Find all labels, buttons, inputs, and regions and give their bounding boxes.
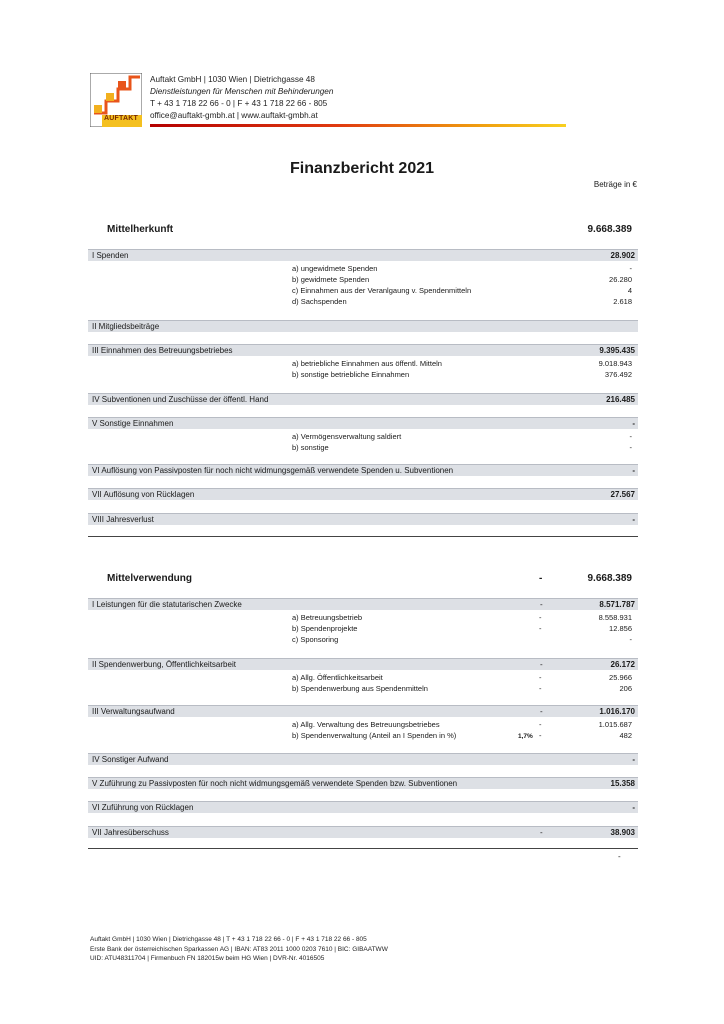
row-label: II Spendenwerbung, Öffentlichkeitsarbeit bbox=[92, 660, 236, 669]
row-value: 38.903 bbox=[610, 828, 635, 837]
row-label: V Zuführung zu Passivposten für noch nicht widmungsgemäß verwendete Spenden bzw. Subventionen bbox=[92, 779, 458, 788]
currency-note: Beträge in € bbox=[593, 180, 637, 189]
row-betreuungsbetrieb-einnahmen bbox=[88, 344, 638, 356]
row-label: III Einnahmen des Betreuungsbetriebes bbox=[92, 346, 233, 355]
sub-value: - bbox=[629, 635, 632, 644]
page-title: Finanzbericht 2021 bbox=[289, 160, 435, 177]
sub-label: a) betriebliche Einnahmen aus öffentl. Mitteln bbox=[292, 359, 442, 368]
row-dash: - bbox=[540, 707, 543, 716]
sub-label: a) Allg. Öffentlichkeitsarbeit bbox=[292, 673, 383, 682]
sub-dash: - bbox=[539, 613, 542, 622]
sub-dash: - bbox=[539, 673, 542, 682]
section-total-herkunft: 9.668.389 bbox=[587, 224, 632, 235]
sub-label: c) Sponsoring bbox=[292, 635, 339, 644]
row-value: 15.358 bbox=[610, 779, 635, 788]
row-aufloesung-passivposten bbox=[88, 464, 638, 476]
row-label: IV Sonstiger Aufwand bbox=[92, 755, 169, 764]
row-label: II Mitgliedsbeiträge bbox=[92, 322, 160, 331]
row-label: VI Auflösung von Passivposten für noch nicht widmungsgemäß verwendete Spenden u. Subventionen bbox=[92, 466, 454, 475]
sub-label: c) Einnahmen aus der Veranlgaung v. Spendenmitteln bbox=[292, 286, 472, 295]
row-label: IV Subventionen und Zuschüsse der öffentl. Hand bbox=[92, 395, 269, 404]
row-spenden bbox=[88, 249, 638, 261]
sub-value: 206 bbox=[619, 684, 632, 693]
sub-value: 9.018.943 bbox=[598, 359, 632, 368]
row-value: - bbox=[632, 466, 635, 475]
row-label: VII Jahresüberschuss bbox=[92, 828, 169, 837]
final-dash: - bbox=[618, 852, 621, 861]
row-value: 27.567 bbox=[610, 490, 635, 499]
sub-label: d) Sachspenden bbox=[292, 297, 347, 306]
sub-label: a) ungewidmete Spenden bbox=[292, 264, 378, 273]
row-value: 8.571.787 bbox=[599, 600, 635, 609]
percent-label: 1,7% bbox=[518, 733, 533, 740]
company-tagline: Dienstleistungen für Menschen mit Behinderungen bbox=[150, 87, 334, 96]
header-rule bbox=[150, 124, 566, 127]
logo-text: AUFTAKT bbox=[104, 115, 138, 122]
row-statutarische-zwecke bbox=[88, 598, 638, 610]
row-value: - bbox=[632, 419, 635, 428]
row-value: 26.172 bbox=[610, 660, 635, 669]
section-divider bbox=[88, 536, 638, 537]
row-label: I Leistungen für die statutarischen Zwecke bbox=[92, 600, 242, 609]
sub-label: b) sonstige betriebliche Einnahmen bbox=[292, 370, 410, 379]
company-web: office@auftakt-gmbh.at | www.auftakt-gmbh.at bbox=[150, 111, 318, 120]
sub-label: a) Allg. Verwaltung des Betreuungsbetriebes bbox=[292, 720, 440, 729]
company-phone: T + 43 1 718 22 66 - 0 | F + 43 1 718 22 66 - 805 bbox=[150, 99, 328, 108]
row-sonstiger-aufwand bbox=[88, 753, 638, 765]
row-label: VIII Jahresverlust bbox=[92, 515, 154, 524]
sub-value: - bbox=[629, 264, 632, 273]
row-subventionen bbox=[88, 393, 638, 405]
row-sonstige-einnahmen bbox=[88, 417, 638, 429]
row-value: - bbox=[632, 803, 635, 812]
row-label: III Verwaltungsaufwand bbox=[92, 707, 175, 716]
sub-value: 26.280 bbox=[609, 275, 632, 284]
letterhead bbox=[150, 74, 333, 122]
footer-registry: UID: ATU48311704 | Firmenbuch FN 182015w beim HG Wien | DVR-Nr. 4016505 bbox=[90, 955, 325, 962]
company-logo bbox=[90, 73, 142, 127]
section-title-herkunft: Mittelherkunft bbox=[107, 224, 174, 235]
sub-value: 4 bbox=[627, 286, 632, 295]
sub-dash: - bbox=[539, 720, 542, 729]
row-jahresueberschuss bbox=[88, 826, 638, 838]
section-total-verwendung: 9.668.389 bbox=[587, 573, 632, 584]
row-dash: - bbox=[540, 828, 543, 837]
sub-label: b) gewidmete Spenden bbox=[292, 275, 370, 284]
sub-label: b) Spendenprojekte bbox=[292, 624, 358, 633]
row-label: V Sonstige Einnahmen bbox=[92, 419, 174, 428]
row-value: - bbox=[632, 515, 635, 524]
row-value: 28.902 bbox=[610, 251, 635, 260]
row-value: 9.395.435 bbox=[599, 346, 635, 355]
sub-value: 25.966 bbox=[609, 673, 632, 682]
section-divider bbox=[88, 848, 638, 849]
sub-value: 8.558.931 bbox=[598, 613, 632, 622]
row-zufuehrung-passivposten bbox=[88, 777, 638, 789]
section-dash: - bbox=[539, 573, 543, 584]
row-value: 1.016.170 bbox=[599, 707, 635, 716]
row-zufuehrung-ruecklagen bbox=[88, 801, 638, 813]
row-aufloesung-ruecklagen bbox=[88, 488, 638, 500]
row-dash: - bbox=[540, 600, 543, 609]
sub-label: a) Vermögensverwaltung saldiert bbox=[292, 432, 402, 441]
section-title-verwendung: Mittelverwendung bbox=[107, 573, 193, 584]
row-label: VII Auflösung von Rücklagen bbox=[92, 490, 195, 499]
footer-bank: Erste Bank der österreichischen Sparkassen AG | IBAN: AT83 2011 1000 0203 7610 | BIC: GIBAATWW bbox=[90, 945, 388, 953]
sub-dash: - bbox=[539, 624, 542, 633]
row-jahresverlust bbox=[88, 513, 638, 525]
row-verwaltungsaufwand bbox=[88, 705, 638, 717]
sub-label: b) Spendenwerbung aus Spendenmitteln bbox=[292, 684, 428, 693]
sub-value: 376.492 bbox=[604, 370, 632, 379]
sub-value: - bbox=[629, 443, 632, 452]
row-mitgliedsbeitraege bbox=[88, 320, 638, 332]
company-address: Auftakt GmbH | 1030 Wien | Dietrichgasse 48 bbox=[150, 75, 315, 84]
sub-label: b) sonstige bbox=[292, 443, 329, 452]
row-dash: - bbox=[540, 660, 543, 669]
sub-value: 482 bbox=[619, 731, 632, 740]
page-footer bbox=[90, 935, 388, 964]
sub-label: b) Spendenverwaltung (Anteil an I Spenden in %) bbox=[292, 731, 457, 740]
row-label: I Spenden bbox=[92, 251, 129, 260]
row-value: 216.485 bbox=[606, 395, 635, 404]
footer-address: Auftakt GmbH | 1030 Wien | Dietrichgasse 48 | T + 43 1 718 22 66 - 0 | F + 43 1 718 22 66 - 805 bbox=[90, 936, 367, 943]
row-label: VI Zuführung von Rücklagen bbox=[92, 803, 194, 812]
sub-label: a) Betreuungsbetrieb bbox=[292, 613, 363, 622]
sub-value: 12.856 bbox=[609, 624, 632, 633]
sub-value: 2.618 bbox=[613, 297, 632, 306]
sub-value: 1.015.687 bbox=[598, 720, 632, 729]
sub-dash: - bbox=[539, 731, 542, 740]
row-spendenwerbung bbox=[88, 658, 638, 670]
row-value: - bbox=[632, 755, 635, 764]
sub-dash: - bbox=[539, 684, 542, 693]
sub-value: - bbox=[629, 432, 632, 441]
